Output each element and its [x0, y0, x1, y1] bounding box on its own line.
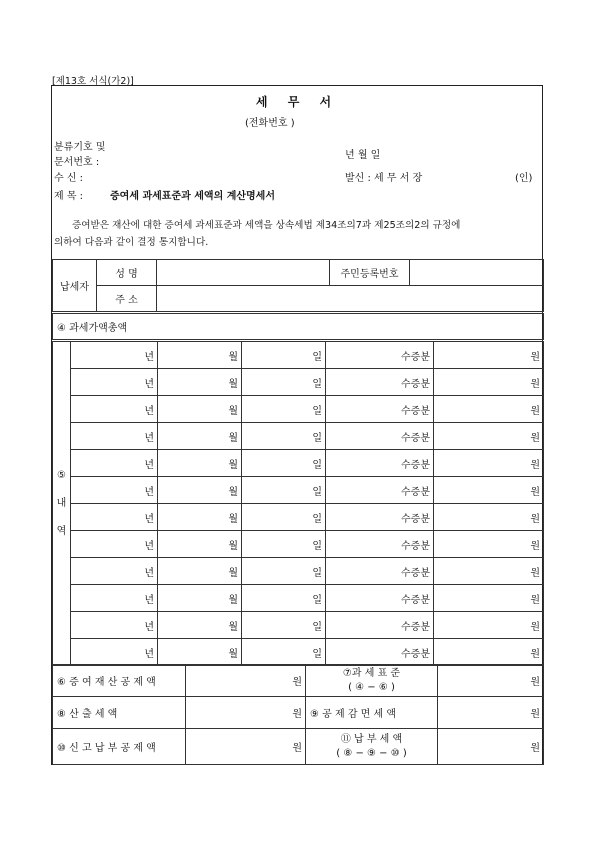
- detail-receipt-cell[interactable]: 수증분: [326, 504, 434, 531]
- detail-day-cell[interactable]: 일: [242, 396, 326, 423]
- detail-year-cell[interactable]: 년: [71, 531, 158, 558]
- date-label: 년 월 일: [345, 150, 381, 161]
- details-side-char-1: 내: [56, 497, 67, 509]
- detail-amount-cell[interactable]: 원: [434, 558, 544, 585]
- document-number-label: 문서번호 :: [54, 157, 100, 168]
- computed-tax-value[interactable]: 원: [186, 697, 306, 729]
- detail-row: [53, 612, 544, 639]
- phone-number-label: (전화번호 ): [245, 118, 295, 129]
- detail-year-cell[interactable]: 년: [71, 585, 158, 612]
- details-section-number: ⑤: [57, 469, 66, 481]
- detail-amount-cell[interactable]: 원: [434, 477, 544, 504]
- summary-table: [52, 664, 544, 765]
- detail-year-cell[interactable]: 년: [71, 558, 158, 585]
- detail-amount-cell[interactable]: 원: [434, 612, 544, 639]
- detail-day-cell[interactable]: 일: [242, 369, 326, 396]
- detail-year-cell[interactable]: 년: [71, 369, 158, 396]
- filing-deduction-label: ⑩ 신 고 납 부 공 제 액: [53, 729, 186, 765]
- detail-day-cell[interactable]: 일: [242, 423, 326, 450]
- subject-text: 증여세 과세표준과 세액의 계산명세서: [110, 191, 276, 202]
- tax-reduction-label: ⑨ 공 제 감 면 세 액: [306, 697, 438, 729]
- tax-base-label-text: ⑦과 세 표 준: [342, 667, 401, 679]
- detail-day-cell[interactable]: 일: [242, 531, 326, 558]
- detail-amount-cell[interactable]: 원: [434, 585, 544, 612]
- classification-label: 분류기호 및: [54, 142, 106, 153]
- detail-row: [53, 450, 544, 477]
- detail-day-cell[interactable]: 일: [242, 558, 326, 585]
- tax-reduction-value[interactable]: 원: [438, 697, 544, 729]
- tax-base-formula: ( ④ − ⑥ ): [348, 681, 395, 693]
- address-field[interactable]: [157, 286, 544, 312]
- detail-receipt-cell[interactable]: 수증분: [326, 369, 434, 396]
- detail-month-cell[interactable]: 월: [158, 369, 242, 396]
- detail-month-cell[interactable]: 월: [158, 504, 242, 531]
- name-field[interactable]: [157, 260, 330, 286]
- detail-year-cell[interactable]: 년: [71, 342, 158, 369]
- detail-year-cell[interactable]: 년: [71, 639, 158, 666]
- address-label: 주 소: [97, 286, 157, 312]
- taxable-total-label: ④ 과세가액총액: [53, 314, 544, 340]
- detail-amount-cell[interactable]: 원: [434, 369, 544, 396]
- detail-row: [53, 504, 544, 531]
- details-table: [52, 341, 544, 666]
- detail-amount-cell[interactable]: 원: [434, 531, 544, 558]
- filing-deduction-value[interactable]: 원: [186, 729, 306, 765]
- detail-row: [53, 369, 544, 396]
- form-number-label: [제13호 서식(가2)]: [52, 76, 134, 87]
- document-title: 세 무 서: [255, 95, 340, 109]
- detail-receipt-cell[interactable]: 수증분: [326, 477, 434, 504]
- computed-tax-label: ⑧ 산 출 세 액: [53, 697, 186, 729]
- detail-row: [53, 477, 544, 504]
- detail-receipt-cell[interactable]: 수증분: [326, 342, 434, 369]
- detail-row: [53, 342, 544, 369]
- detail-day-cell[interactable]: 일: [242, 612, 326, 639]
- detail-row: [53, 558, 544, 585]
- detail-row: [53, 585, 544, 612]
- detail-day-cell[interactable]: 일: [242, 450, 326, 477]
- detail-amount-cell[interactable]: 원: [434, 423, 544, 450]
- detail-day-cell[interactable]: 일: [242, 585, 326, 612]
- detail-month-cell[interactable]: 월: [158, 585, 242, 612]
- detail-month-cell[interactable]: 월: [158, 450, 242, 477]
- gift-deduction-value[interactable]: 원: [186, 665, 306, 697]
- detail-receipt-cell[interactable]: 수증분: [326, 531, 434, 558]
- detail-month-cell[interactable]: 월: [158, 558, 242, 585]
- subject-label: 제 목 :: [54, 191, 84, 202]
- detail-day-cell[interactable]: 일: [242, 639, 326, 666]
- detail-year-cell[interactable]: 년: [71, 396, 158, 423]
- detail-year-cell[interactable]: 년: [71, 477, 158, 504]
- detail-year-cell[interactable]: 년: [71, 450, 158, 477]
- detail-receipt-cell[interactable]: 수증분: [326, 423, 434, 450]
- detail-amount-cell[interactable]: 원: [434, 639, 544, 666]
- detail-year-cell[interactable]: 년: [71, 504, 158, 531]
- rrn-label: 주민등록번호: [330, 260, 410, 286]
- detail-receipt-cell[interactable]: 수증분: [326, 585, 434, 612]
- detail-row: [53, 396, 544, 423]
- detail-amount-cell[interactable]: 원: [434, 396, 544, 423]
- detail-row: [53, 423, 544, 450]
- detail-month-cell[interactable]: 월: [158, 396, 242, 423]
- detail-year-cell[interactable]: 년: [71, 423, 158, 450]
- taxpayer-group-label: 납세자: [53, 260, 97, 312]
- detail-amount-cell[interactable]: 원: [434, 342, 544, 369]
- detail-row: [53, 531, 544, 558]
- detail-row: [53, 639, 544, 666]
- detail-receipt-cell[interactable]: 수증분: [326, 558, 434, 585]
- detail-day-cell[interactable]: 일: [242, 477, 326, 504]
- detail-month-cell[interactable]: 월: [158, 639, 242, 666]
- tax-payable-label: [306, 729, 438, 765]
- tax-base-value[interactable]: 원: [438, 665, 544, 697]
- taxable-total-table: [52, 313, 544, 340]
- detail-month-cell[interactable]: 월: [158, 531, 242, 558]
- details-side-label: [53, 342, 71, 666]
- tax-payable-value[interactable]: 원: [438, 729, 544, 765]
- tax-payable-label-text: ⑪ 납 부 세 액: [340, 733, 403, 745]
- tax-payable-formula: ( ⑧ − ⑨ − ⑩ ): [336, 747, 407, 759]
- sender-label: 발신 : 세 무 서 장: [345, 173, 423, 184]
- detail-month-cell[interactable]: 월: [158, 423, 242, 450]
- recipient-label: 수 신 :: [54, 173, 84, 184]
- name-label: 성 명: [97, 260, 157, 286]
- detail-month-cell[interactable]: 월: [158, 612, 242, 639]
- detail-year-cell[interactable]: 년: [71, 612, 158, 639]
- taxpayer-table: [52, 259, 544, 312]
- detail-receipt-cell[interactable]: 수증분: [326, 450, 434, 477]
- body-text-line-2: 의하여 다음과 같이 결정 통지합니다.: [54, 237, 209, 248]
- detail-receipt-cell[interactable]: 수증분: [326, 612, 434, 639]
- tax-base-label: [306, 665, 438, 697]
- details-side-char-2: 역: [56, 525, 67, 537]
- detail-month-cell[interactable]: 월: [158, 342, 242, 369]
- seal-label: (인): [515, 173, 533, 184]
- gift-deduction-label: ⑥ 증 여 재 산 공 제 액: [53, 665, 186, 697]
- detail-month-cell[interactable]: 월: [158, 477, 242, 504]
- detail-amount-cell[interactable]: 원: [434, 450, 544, 477]
- detail-amount-cell[interactable]: 원: [434, 504, 544, 531]
- detail-day-cell[interactable]: 일: [242, 504, 326, 531]
- detail-receipt-cell[interactable]: 수증분: [326, 396, 434, 423]
- rrn-field[interactable]: [410, 260, 544, 286]
- body-text-line-1: 증여받은 재산에 대한 증여세 과세표준과 세액을 상속세법 제34조의7과 제25조의2의 규정에: [72, 220, 461, 231]
- detail-day-cell[interactable]: 일: [242, 342, 326, 369]
- detail-receipt-cell[interactable]: 수증분: [326, 639, 434, 666]
